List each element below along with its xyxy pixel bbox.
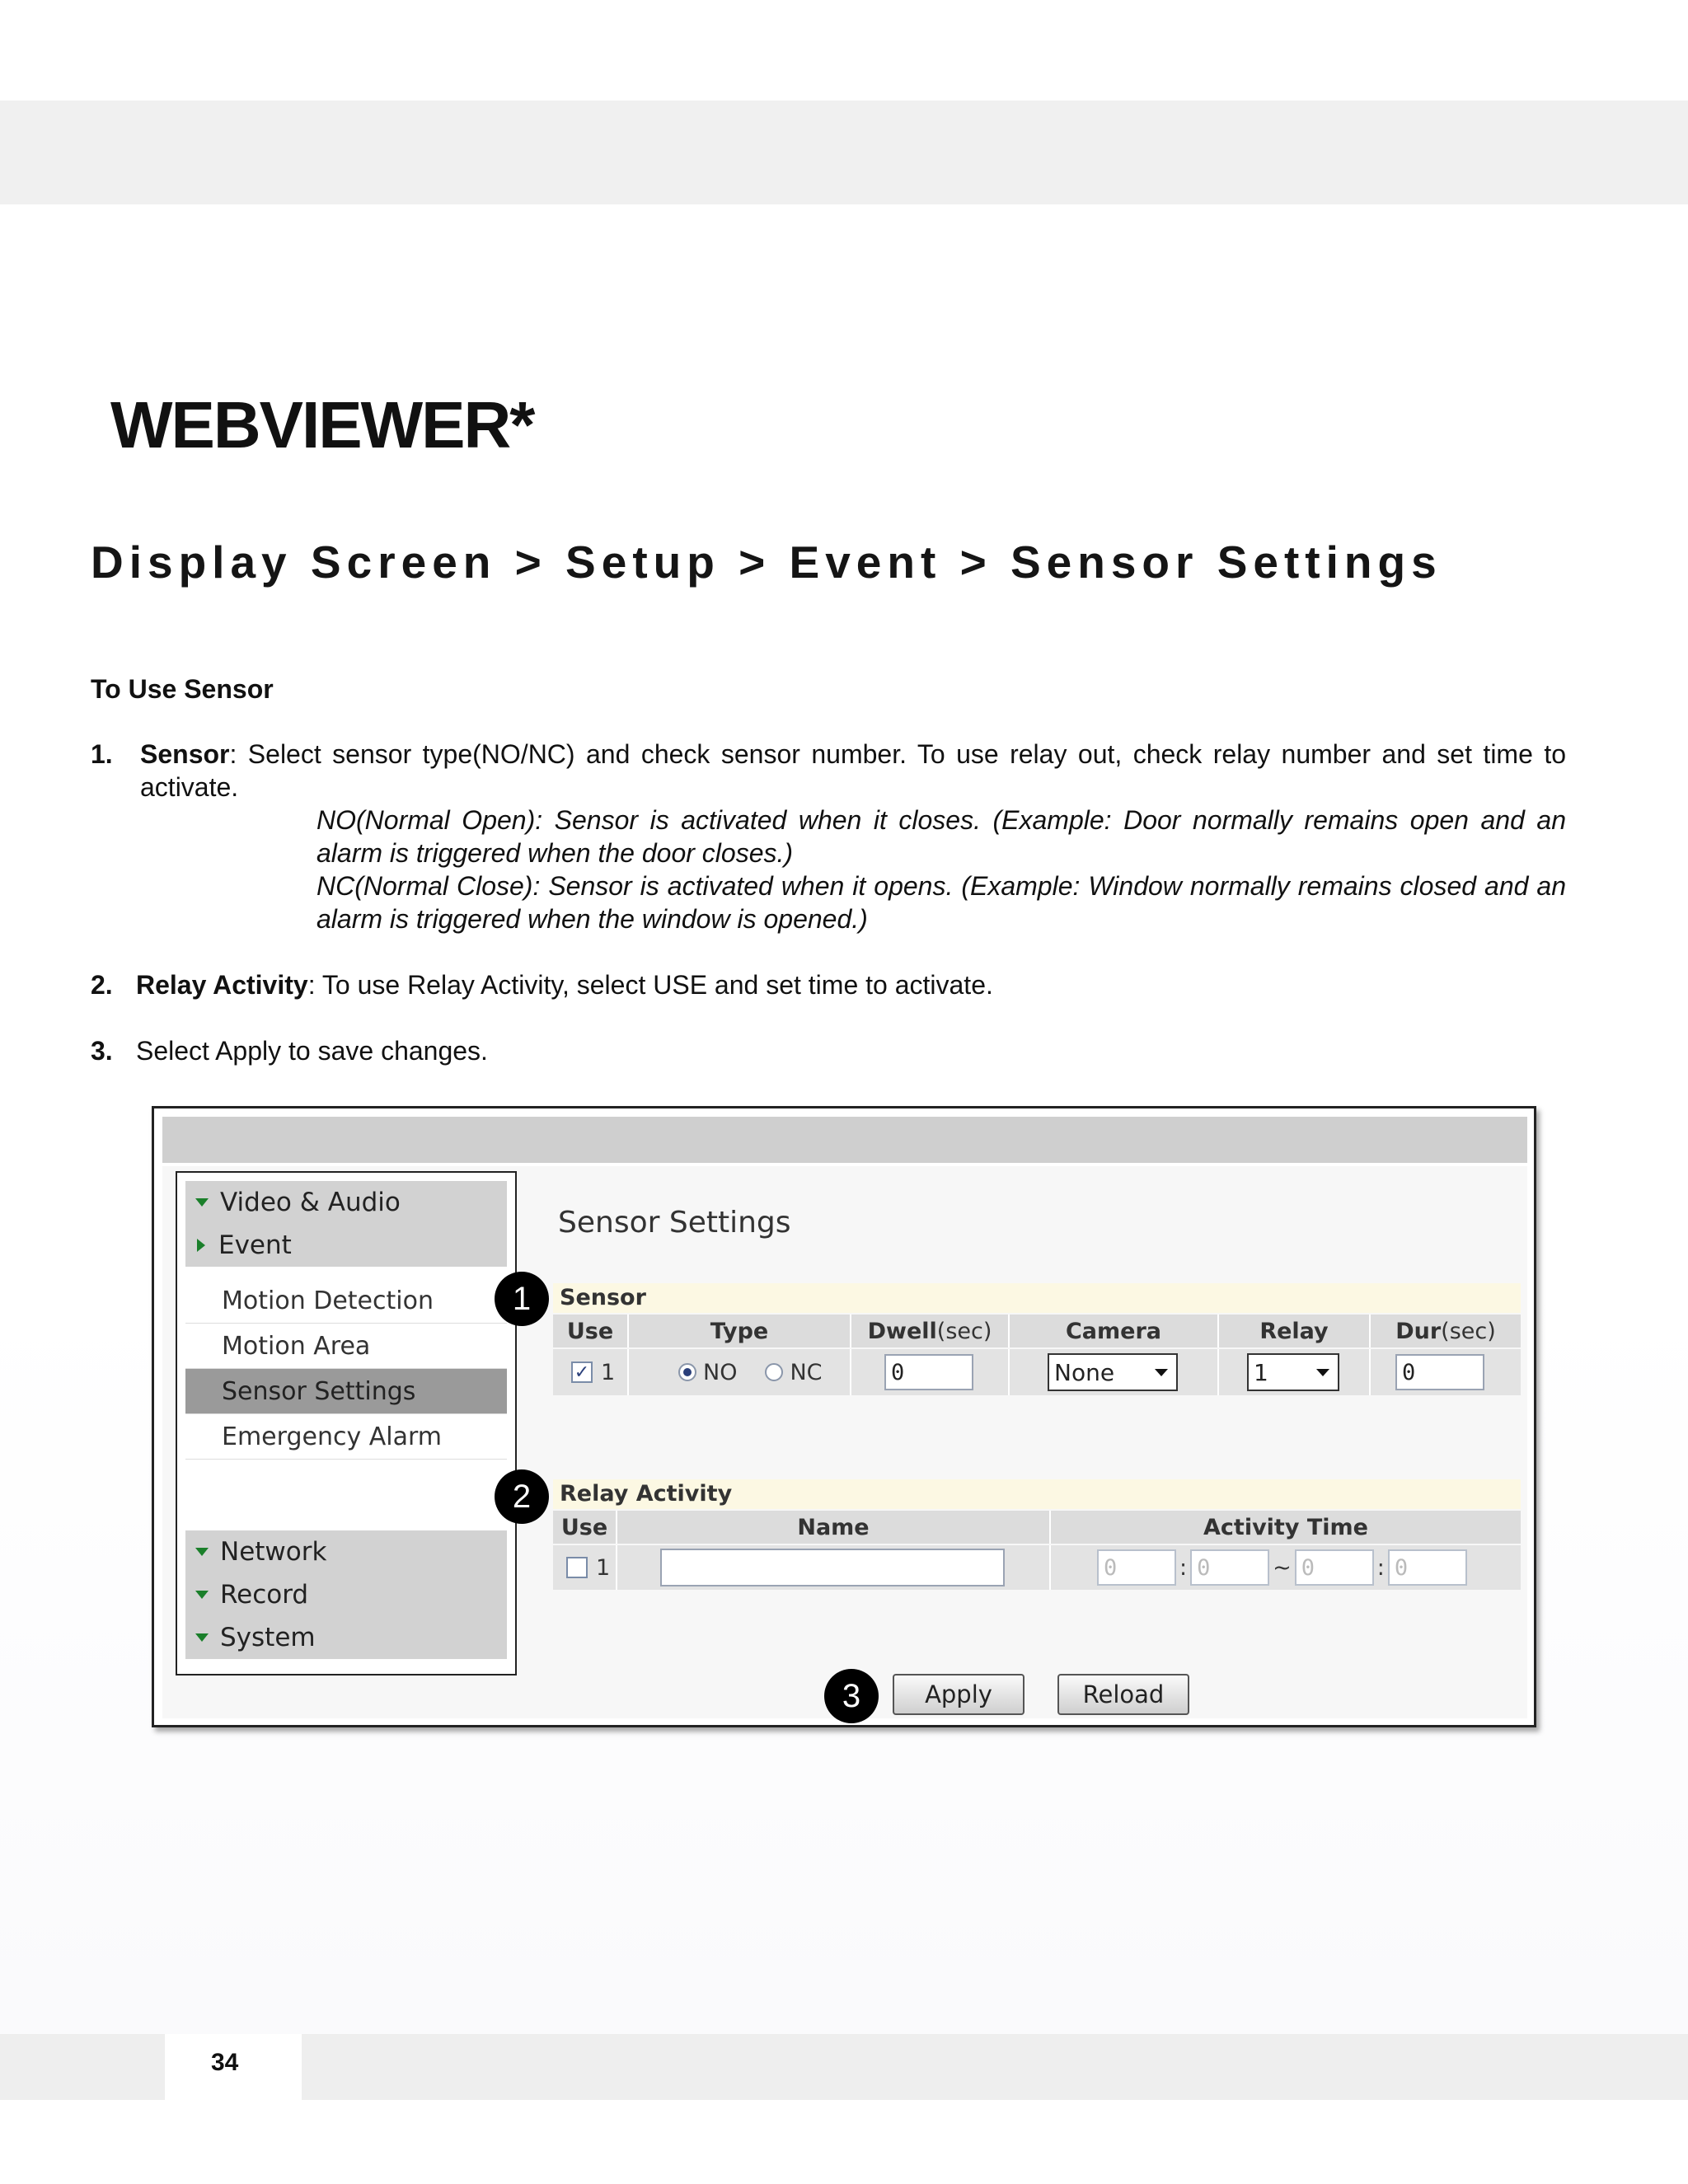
menu-label: Video & Audio <box>220 1188 401 1217</box>
time-separator: : <box>1376 1554 1385 1581</box>
menu-item-event[interactable] <box>185 1224 507 1267</box>
camera-cell <box>1010 1349 1219 1395</box>
menu-label: Network <box>220 1537 327 1567</box>
col-activity-time: Activity Time <box>1051 1511 1521 1544</box>
sensor-section-label: Sensor <box>553 1283 1521 1313</box>
item-text: : To use Relay Activity, select USE and set time to activate. <box>307 970 993 1000</box>
chevron-down-icon <box>1155 1369 1168 1376</box>
instruction-item-3 <box>91 1034 488 1067</box>
dwell-input[interactable]: 0 <box>884 1354 973 1390</box>
col-camera: Camera <box>1010 1315 1219 1347</box>
callout-3: 3 <box>824 1669 879 1723</box>
page-title: WEBVIEWER* <box>110 388 534 462</box>
col-dwell-unit: (sec) <box>936 1318 992 1344</box>
reload-button[interactable]: Reload <box>1057 1674 1189 1715</box>
sensor-use-cell <box>553 1349 629 1395</box>
range-separator: ~ <box>1273 1554 1292 1581</box>
footer-band-left <box>0 2034 165 2100</box>
relay-value: 1 <box>1254 1358 1268 1386</box>
relay-name-cell <box>617 1545 1051 1590</box>
menu-label: System <box>220 1623 316 1652</box>
col-dwell <box>851 1315 1010 1347</box>
relay-name-input[interactable] <box>660 1549 1005 1586</box>
start-minute-input[interactable]: 0 <box>1190 1549 1269 1586</box>
dwell-cell <box>851 1349 1010 1395</box>
activity-time-cell <box>1051 1545 1521 1590</box>
menu-top-group <box>185 1181 507 1267</box>
item-label: Relay Activity <box>136 970 308 1000</box>
item-body <box>136 968 993 1001</box>
expand-arrow-icon <box>195 1591 209 1599</box>
submenu-motion-area[interactable]: Motion Area <box>185 1324 507 1369</box>
menu-label: Event <box>218 1230 292 1260</box>
menu-item-network[interactable] <box>185 1530 507 1573</box>
relay-cell <box>1219 1349 1371 1395</box>
chevron-down-icon <box>1316 1369 1329 1376</box>
relay-row <box>553 1545 1521 1590</box>
setup-menu <box>176 1171 517 1675</box>
sensor-settings-screenshot <box>152 1106 1536 1727</box>
item-number: 3. <box>91 1036 113 1066</box>
expand-arrow-icon <box>195 1198 209 1207</box>
col-relay-use: Use <box>553 1511 617 1544</box>
instruction-item-2 <box>91 968 993 1001</box>
menu-label: Record <box>220 1580 309 1610</box>
dur-cell <box>1371 1349 1521 1395</box>
sensor-table-header <box>553 1315 1521 1347</box>
relay-select[interactable] <box>1247 1353 1339 1391</box>
sensor-row <box>553 1349 1521 1395</box>
sensor-index: 1 <box>601 1359 616 1385</box>
submenu-emergency-alarm[interactable]: Emergency Alarm <box>185 1414 507 1460</box>
item-body <box>140 738 1566 804</box>
footer-band-right <box>302 2034 1688 2100</box>
menu-item-record[interactable] <box>185 1573 507 1616</box>
breadcrumb: Display Screen > Setup > Event > Sensor Settings <box>91 537 1442 588</box>
item-label: Sensor <box>140 739 230 769</box>
type-no-label: NO <box>703 1359 738 1385</box>
time-separator: : <box>1179 1554 1188 1581</box>
col-dwell-label: Dwell <box>867 1318 937 1344</box>
menu-item-video-audio[interactable] <box>185 1181 507 1224</box>
camera-value: None <box>1054 1358 1115 1386</box>
collapse-arrow-icon <box>197 1239 205 1252</box>
col-relay-name: Name <box>617 1511 1051 1544</box>
expand-arrow-icon <box>195 1548 209 1556</box>
type-nc-label: NC <box>790 1359 823 1385</box>
end-minute-input[interactable]: 0 <box>1388 1549 1467 1586</box>
section-heading: To Use Sensor <box>91 674 274 704</box>
screenshot-top-bar <box>162 1117 1527 1163</box>
col-dur-unit: (sec) <box>1441 1318 1496 1344</box>
camera-select[interactable] <box>1048 1353 1178 1391</box>
relay-use-checkbox[interactable] <box>566 1557 588 1578</box>
note-no: NO(Normal Open): Sensor is activated when it closes. (Example: Door normally remains open and an alarm is triggered when the door closes.) <box>316 805 1566 868</box>
note-nc: NC(Normal Close): Sensor is activated when it opens. (Example: Window normally remains closed and an alarm is triggered when the window is opened.) <box>316 871 1566 934</box>
start-hour-input[interactable]: 0 <box>1097 1549 1176 1586</box>
menu-item-system[interactable] <box>185 1616 507 1659</box>
col-type: Type <box>629 1315 851 1347</box>
menu-bottom-group <box>185 1530 507 1659</box>
page-number: 34 <box>211 2049 239 2076</box>
event-submenu <box>185 1278 507 1460</box>
item-number: 2. <box>91 970 113 1000</box>
header-band <box>0 101 1688 204</box>
dur-input[interactable]: 0 <box>1395 1354 1484 1390</box>
col-dur <box>1371 1315 1521 1347</box>
submenu-sensor-settings[interactable]: Sensor Settings <box>185 1369 507 1414</box>
relay-table-header <box>553 1511 1521 1544</box>
item-text: Select Apply to save changes. <box>136 1036 488 1066</box>
relay-index: 1 <box>596 1554 611 1581</box>
type-no-radio[interactable] <box>678 1363 696 1381</box>
col-relay: Relay <box>1219 1315 1371 1347</box>
col-use: Use <box>553 1315 629 1347</box>
callout-2: 2 <box>495 1469 549 1524</box>
end-hour-input[interactable]: 0 <box>1295 1549 1374 1586</box>
col-dur-label: Dur <box>1395 1318 1442 1344</box>
item-text: : Select sensor type(NO/NC) and check sensor number. To use relay out, check relay number and set time to activate. <box>140 739 1566 802</box>
relay-use-cell <box>553 1545 617 1590</box>
expand-arrow-icon <box>195 1633 209 1642</box>
sensor-type-cell <box>629 1349 851 1395</box>
panel-title: Sensor Settings <box>558 1206 791 1240</box>
relay-section-label: Relay Activity <box>553 1479 1521 1509</box>
apply-button[interactable]: Apply <box>893 1674 1025 1715</box>
callout-1: 1 <box>495 1272 549 1326</box>
item-notes <box>316 804 1566 935</box>
sensor-use-checkbox[interactable]: ✓ <box>571 1361 593 1383</box>
item-number: 1. <box>91 739 113 769</box>
submenu-motion-detection[interactable]: Motion Detection <box>185 1278 507 1324</box>
type-nc-radio[interactable] <box>765 1363 783 1381</box>
instruction-item-1 <box>91 738 1566 935</box>
